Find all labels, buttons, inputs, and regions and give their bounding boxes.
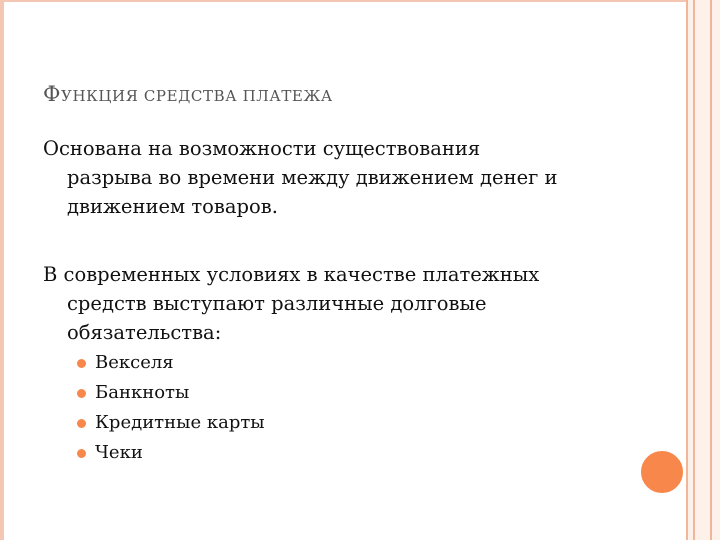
slide-title-rest: УНКЦИЯ СРЕДСТВА ПЛАТЕЖА (61, 87, 333, 105)
bullet-list (77, 348, 265, 468)
paragraph-payment-gap (43, 134, 663, 221)
slide-title (43, 82, 333, 106)
paragraph-line: разрыва во времени между движением денег и (67, 166, 558, 189)
paragraph-debt-instruments (43, 260, 663, 347)
paragraph-line: В современных условиях в качестве платежных (43, 263, 540, 286)
slide-title-initial: Ф (43, 82, 62, 106)
decorative-circle (639, 449, 685, 495)
list-item (77, 348, 265, 378)
paragraph-line: Основана на возможности существования (43, 137, 481, 160)
frame-right-line (693, 0, 695, 540)
frame-top-border (0, 0, 686, 2)
list-item-label: Кредитные карты (95, 412, 265, 433)
bullet-dot-icon (77, 359, 86, 368)
bullet-dot-icon (77, 449, 86, 458)
frame-right-band (686, 0, 720, 540)
frame-right-line (710, 0, 712, 540)
list-item-label: Векселя (95, 352, 174, 373)
list-item (77, 408, 265, 438)
list-item-label: Чеки (95, 442, 143, 463)
list-item (77, 378, 265, 408)
bullet-dot-icon (77, 389, 86, 398)
paragraph-line: средств выступают различные долговые (67, 292, 487, 315)
frame-right-line (686, 0, 688, 540)
paragraph-line: обязательства: (67, 321, 222, 344)
list-item (77, 438, 265, 468)
bullet-dot-icon (77, 419, 86, 428)
list-item-label: Банкноты (95, 382, 190, 403)
frame-left-border (0, 0, 4, 540)
paragraph-line: движением товаров. (67, 195, 278, 218)
